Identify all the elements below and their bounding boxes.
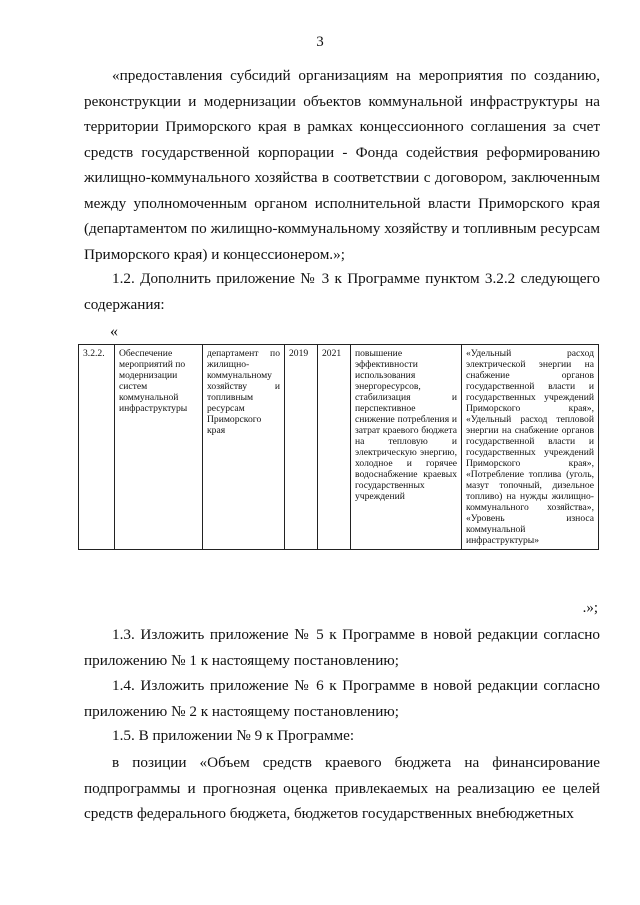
cell-activity: Обеспечение мероприятий по модернизации систем коммунальной инфраструктуры — [115, 345, 203, 550]
closing-quote: .»; — [582, 600, 598, 616]
paragraph-1-3: 1.3. Изложить приложение № 5 к Программе в новой редакции согласно приложению № 1 к настоящему постановлению; — [84, 626, 600, 669]
program-activities-table — [78, 344, 599, 550]
cell-result: повышение эффективности использования энергоресурсов, стабилизация и перспективное снижение потребления и затрат краевого бюджета на тепловую и электрическую энергию, холодное и горячее водоснабжение краевых государственных учреждений — [351, 345, 462, 550]
cell-executor: департамент по жилищно-коммунальному хозяйству и топливным ресурсам Приморского края — [203, 345, 285, 550]
table-row — [79, 345, 599, 550]
opening-quote: « — [110, 323, 118, 340]
paragraph-1-5: 1.5. В приложении № 9 к Программе: — [112, 727, 355, 744]
cell-number: 3.2.2. — [79, 345, 115, 550]
paragraph-1-4: 1.4. Изложить приложение № 6 к Программе в новой редакции согласно приложению № 2 к настоящему постановлению; — [84, 677, 600, 720]
page-number: 3 — [316, 34, 324, 50]
paragraph-position: в позиции «Объем средств краевого бюджета на финансирование подпрограммы и прогнозная оценка привлекаемых на реализацию ее целей средств федерального бюджета, бюджетов государственных внебюджетных — [84, 754, 600, 822]
cell-start-year: 2019 — [285, 345, 318, 550]
paragraph-subsidies: «предоставления субсидий организациям на мероприятия по созданию, реконструкции и модернизации объектов коммунальной инфраструктуры на территории Приморского края в рамках концессионного соглашения за счет средств государственной корпорации - Фонда содействия реформированию жилищно-коммунального хозяйства в соответствии с договором, заключенным между уполномоченным органом исполнительной власти Приморского края (департаментом по жилищно-коммунальному хозяйству и топливным ресурсам Приморского края) и концессионером.»; — [84, 67, 600, 263]
cell-indicators: «Удельный расход электрической энергии на снабжение органов государственной власти и государственных учреждений Приморского края», «Удельный расход тепловой энергии на снабжение органов государственной власти и государственных учреждений Приморского края», «Потребление топлива (уголь, мазут топочный, дизельное топливо) на нужды жилищно-коммунального хозяйства», «Уровень износа коммунальной инфраструктуры» — [462, 345, 599, 550]
paragraph-1-2: 1.2. Дополнить приложение № 3 к Программе пунктом 3.2.2 следующего содержания: — [84, 270, 600, 313]
cell-end-year: 2021 — [318, 345, 351, 550]
